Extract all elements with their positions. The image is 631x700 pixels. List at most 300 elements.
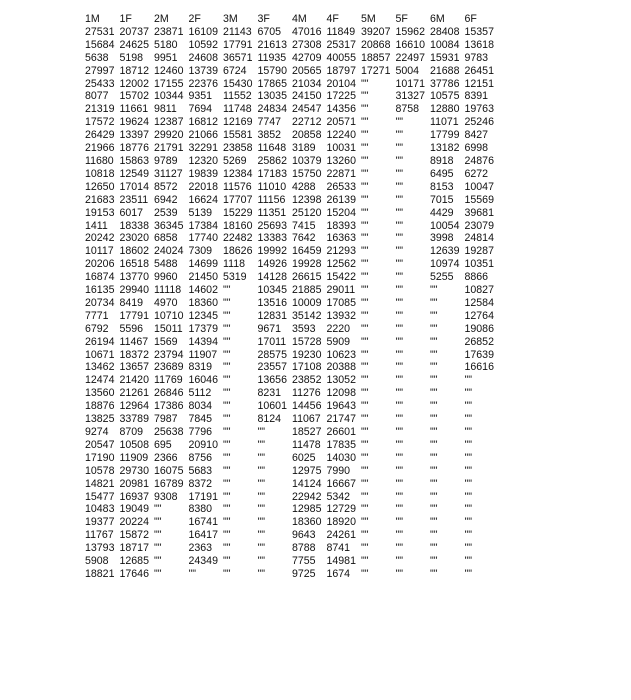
- table-cell: 36571: [223, 51, 253, 64]
- table-cell: 29730: [119, 464, 149, 477]
- table-cell: "": [430, 284, 438, 297]
- table-cell: "": [223, 335, 231, 348]
- table-cell: "": [395, 167, 404, 180]
- table-cell: 25433: [85, 77, 115, 90]
- table-cell: 11576: [223, 180, 252, 193]
- table-cell: 15422: [326, 271, 356, 284]
- table-cell: "": [430, 555, 438, 568]
- table-row: [85, 529, 499, 542]
- table-cell: 18776: [119, 142, 149, 155]
- table-cell: 32291: [188, 142, 218, 155]
- table-row: [85, 207, 499, 220]
- table-cell: 17572: [85, 116, 115, 129]
- table-cell: 17183: [257, 167, 287, 180]
- table-cell: "": [361, 374, 369, 387]
- table-cell: 26601: [326, 426, 356, 438]
- table-cell: "": [361, 284, 369, 297]
- table-cell: 10710: [154, 309, 184, 322]
- table-cell: "": [430, 413, 438, 426]
- table-cell: "": [395, 129, 404, 142]
- table-cell: "": [430, 438, 438, 451]
- table-cell: "": [464, 490, 473, 503]
- table-cell: "": [430, 374, 438, 387]
- table-cell: "": [464, 516, 473, 529]
- table-row: [85, 194, 499, 207]
- table-cell: "": [395, 451, 404, 464]
- table-cell: 8153: [430, 180, 454, 193]
- table-cell: "": [395, 555, 404, 568]
- table-cell: "": [361, 413, 369, 426]
- table-cell: 11935: [257, 51, 287, 64]
- table-cell: "": [361, 322, 369, 335]
- data-table: [85, 13, 499, 581]
- table-cell: 11648: [257, 142, 287, 155]
- table-row: [85, 78, 499, 91]
- table-cell: "": [361, 219, 369, 232]
- table-cell: 12985: [292, 503, 322, 516]
- table-cell: 16610: [395, 38, 425, 51]
- table-cell: 20547: [85, 438, 115, 451]
- table-cell: 12880: [430, 103, 460, 116]
- table-cell: "": [361, 387, 369, 400]
- table-cell: "": [395, 322, 404, 335]
- table-cell: 8758: [395, 103, 420, 116]
- table-cell: 1118: [223, 258, 245, 271]
- table-row: [85, 323, 499, 336]
- table-cell: "": [395, 219, 404, 232]
- table-cell: 18717: [119, 542, 149, 555]
- column-header: 2M: [154, 13, 169, 25]
- table-cell: "": [361, 90, 369, 103]
- table-cell: "": [430, 464, 438, 477]
- table-row: [85, 413, 499, 426]
- table-cell: 7987: [154, 413, 178, 426]
- table-cell: 10671: [85, 348, 115, 361]
- table-cell: "": [395, 116, 404, 129]
- table-cell: 15750: [292, 167, 322, 180]
- table-cell: "": [361, 296, 369, 309]
- table-cell: 25246: [464, 116, 494, 129]
- table-cell: "": [154, 542, 162, 555]
- table-cell: 9308: [154, 490, 178, 503]
- table-cell: 21034: [292, 77, 322, 90]
- table-cell: 14602: [188, 284, 218, 297]
- table-cell: 19230: [292, 348, 322, 361]
- table-cell: 5909: [326, 335, 351, 348]
- table-cell: 11010: [257, 180, 287, 193]
- table-row: [85, 568, 499, 581]
- table-cell: "": [257, 426, 266, 438]
- table-cell: 13770: [119, 271, 149, 284]
- table-row: [85, 452, 499, 465]
- table-cell: 19086: [464, 322, 494, 335]
- table-cell: 12639: [430, 245, 460, 258]
- table-cell: 695: [154, 438, 172, 451]
- table-cell: 14394: [188, 335, 218, 348]
- table-cell: 23020: [119, 232, 149, 245]
- table-cell: 24150: [292, 90, 322, 103]
- table-cell: "": [361, 142, 369, 155]
- table-row: [85, 310, 499, 323]
- table-cell: 13656: [257, 374, 287, 387]
- table-cell: 5638: [85, 51, 109, 64]
- table-cell: 1674: [326, 567, 351, 580]
- table-cell: "": [430, 477, 438, 490]
- table-cell: 5342: [326, 490, 351, 503]
- table-cell: 9643: [292, 529, 316, 542]
- table-cell: 11767: [85, 529, 114, 542]
- table-cell: "": [154, 503, 162, 516]
- table-cell: "": [361, 438, 369, 451]
- table-cell: "": [430, 542, 438, 555]
- table-cell: 8124: [257, 413, 282, 426]
- table-cell: 6998: [464, 142, 489, 155]
- table-row: [85, 542, 499, 555]
- table-cell: 7747: [257, 116, 282, 129]
- table-cell: 9789: [154, 154, 178, 167]
- table-cell: 11748: [223, 103, 252, 116]
- table-cell: 23852: [292, 374, 322, 387]
- table-cell: 8918: [430, 154, 454, 167]
- table-cell: 11118: [154, 284, 182, 297]
- table-cell: 24814: [464, 232, 494, 245]
- table-cell: 9274: [85, 426, 109, 438]
- table-cell: 36345: [154, 219, 184, 232]
- table-cell: 20910: [188, 438, 218, 451]
- table-cell: "": [430, 529, 438, 542]
- table-cell: 8756: [188, 451, 213, 464]
- table-cell: 8419: [119, 296, 144, 309]
- table-cell: 18797: [326, 64, 356, 77]
- table-cell: 21613: [257, 38, 287, 51]
- table-cell: 5139: [188, 206, 213, 219]
- table-cell: "": [257, 464, 266, 477]
- table-cell: 17865: [257, 77, 287, 90]
- table-cell: 22712: [292, 116, 322, 129]
- table-cell: 21420: [119, 374, 149, 387]
- table-cell: 9811: [154, 103, 177, 116]
- table-cell: 11769: [154, 374, 183, 387]
- table-cell: 17384: [188, 219, 218, 232]
- table-cell: 16459: [292, 245, 322, 258]
- table-cell: 10483: [85, 503, 115, 516]
- table-cell: 16624: [188, 193, 218, 206]
- table-cell: "": [223, 567, 231, 580]
- table-cell: 6858: [154, 232, 178, 245]
- table-cell: 31127: [154, 167, 183, 180]
- table-cell: 18360: [188, 296, 218, 309]
- table-cell: "": [257, 516, 266, 529]
- table-cell: "": [223, 374, 231, 387]
- table-cell: 15872: [119, 529, 149, 542]
- table-cell: 12002: [119, 77, 149, 90]
- table-cell: 13618: [464, 38, 494, 51]
- column-header: 3F: [257, 13, 270, 25]
- table-cell: "": [223, 309, 231, 322]
- table-cell: 16046: [188, 374, 218, 387]
- table-cell: 7694: [188, 103, 213, 116]
- table-cell: 20224: [119, 516, 149, 529]
- table-row: [85, 155, 499, 168]
- table-cell: 29011: [326, 284, 356, 297]
- table-cell: 11467: [119, 335, 149, 348]
- table-cell: 17271: [361, 64, 391, 77]
- table-cell: 8319: [188, 361, 213, 374]
- table-cell: 26846: [154, 387, 184, 400]
- table-cell: "": [257, 542, 266, 555]
- table-cell: 23079: [464, 219, 494, 232]
- table-cell: 7845: [188, 413, 213, 426]
- table-cell: 12964: [119, 400, 149, 413]
- table-cell: "": [361, 335, 369, 348]
- table-cell: "": [188, 567, 197, 580]
- table-cell: 13383: [257, 232, 287, 245]
- table-cell: 9783: [464, 51, 489, 64]
- table-cell: 15229: [223, 206, 253, 219]
- table-cell: 8709: [119, 426, 144, 438]
- table-cell: "": [464, 413, 473, 426]
- table-cell: "": [430, 387, 438, 400]
- table-cell: 22376: [188, 77, 218, 90]
- table-cell: 24608: [188, 51, 218, 64]
- table-cell: "": [395, 374, 404, 387]
- table-cell: 14030: [326, 451, 356, 464]
- table-cell: 16667: [326, 477, 356, 490]
- table-cell: 7755: [292, 555, 316, 568]
- table-cell: 17011: [257, 335, 287, 348]
- table-cell: 21791: [154, 142, 184, 155]
- table-cell: 16518: [119, 258, 149, 271]
- table-cell: 26852: [464, 335, 494, 348]
- table-row: [85, 516, 499, 529]
- table-cell: 20565: [292, 64, 322, 77]
- table-cell: "": [361, 103, 369, 116]
- table-cell: 11276: [292, 387, 321, 400]
- column-header: 5M: [361, 13, 376, 25]
- table-cell: 28408: [430, 25, 460, 38]
- table-row: [85, 116, 499, 129]
- table-cell: 7015: [430, 193, 454, 206]
- table-cell: 7771: [85, 309, 109, 322]
- table-cell: 10031: [326, 142, 356, 155]
- table-cell: 12975: [292, 464, 322, 477]
- table-cell: 18372: [119, 348, 149, 361]
- table-cell: 8231: [257, 387, 282, 400]
- table-cell: 31327: [395, 90, 425, 103]
- table-row: [85, 374, 499, 387]
- table-cell: "": [361, 503, 369, 516]
- table-cell: 21747: [326, 413, 356, 426]
- table-cell: "": [395, 464, 404, 477]
- table-cell: 10623: [326, 348, 356, 361]
- table-cell: 10345: [257, 284, 287, 297]
- table-cell: 11478: [292, 438, 321, 451]
- table-cell: "": [464, 542, 473, 555]
- table-cell: 29920: [154, 129, 184, 142]
- column-header: 6M: [430, 13, 445, 25]
- table-cell: "": [361, 490, 369, 503]
- table-cell: 10171: [395, 77, 425, 90]
- table-cell: 14456: [292, 400, 322, 413]
- table-cell: 5004: [395, 64, 420, 77]
- table-cell: 6724: [223, 64, 247, 77]
- table-cell: 21143: [223, 25, 252, 38]
- table-row: [85, 284, 499, 297]
- table-cell: 39207: [361, 25, 391, 38]
- table-cell: 11067: [292, 413, 321, 426]
- table-cell: "": [257, 438, 266, 451]
- table-row: [85, 232, 499, 245]
- table-cell: 5908: [85, 555, 109, 568]
- table-cell: "": [257, 490, 266, 503]
- table-cell: 2539: [154, 206, 178, 219]
- table-cell: 21683: [85, 193, 115, 206]
- table-cell: "": [361, 400, 369, 413]
- table-cell: 3998: [430, 232, 454, 245]
- table-cell: 15931: [430, 51, 460, 64]
- table-cell: 18360: [292, 516, 322, 529]
- table-cell: 7990: [326, 464, 351, 477]
- table-cell: 11071: [430, 116, 459, 129]
- table-cell: 25693: [257, 219, 287, 232]
- table-cell: 17740: [188, 232, 218, 245]
- table-cell: 18821: [85, 567, 115, 580]
- table-cell: 13035: [257, 90, 287, 103]
- table-cell: 12151: [464, 77, 494, 90]
- table-cell: "": [223, 542, 231, 555]
- table-cell: 17791: [119, 309, 149, 322]
- table-cell: "": [430, 567, 438, 580]
- table-row: [85, 103, 499, 116]
- table-cell: 18527: [292, 426, 322, 438]
- table-cell: 17191: [188, 490, 218, 503]
- table-cell: "": [223, 555, 231, 568]
- table-cell: "": [361, 529, 369, 542]
- column-header: 6F: [464, 13, 477, 25]
- table-cell: 15581: [223, 129, 253, 142]
- table-cell: 10344: [154, 90, 184, 103]
- table-cell: 6495: [430, 167, 454, 180]
- column-header: 3M: [223, 13, 238, 25]
- table-cell: 9671: [257, 322, 282, 335]
- table-cell: 5488: [154, 258, 178, 271]
- table-cell: "": [464, 464, 473, 477]
- table-cell: 12387: [154, 116, 184, 129]
- table-cell: "": [430, 296, 438, 309]
- table-cell: 12398: [292, 193, 322, 206]
- table-cell: 16789: [154, 477, 184, 490]
- table-row: [85, 26, 499, 39]
- table-cell: 5319: [223, 271, 247, 284]
- table-cell: "": [361, 116, 369, 129]
- table-cell: 3852: [257, 129, 282, 142]
- table-body: [85, 26, 499, 581]
- table-cell: 12729: [326, 503, 356, 516]
- table-cell: "": [154, 555, 162, 568]
- table-cell: 16874: [85, 271, 115, 284]
- table-cell: 17155: [154, 77, 184, 90]
- table-cell: "": [223, 348, 231, 361]
- table-cell: "": [430, 426, 438, 438]
- table-cell: 11849: [326, 25, 356, 38]
- table-cell: 13260: [326, 154, 356, 167]
- table-cell: "": [395, 503, 404, 516]
- table-cell: 12240: [326, 129, 356, 142]
- table-cell: 21066: [188, 129, 218, 142]
- table-cell: 24261: [326, 529, 356, 542]
- table-cell: "": [430, 348, 438, 361]
- table-cell: 8788: [292, 542, 316, 555]
- table-cell: "": [223, 361, 231, 374]
- table-cell: 17835: [326, 438, 356, 451]
- table-cell: 26615: [292, 271, 322, 284]
- table-row: [85, 465, 499, 478]
- table-cell: 15011: [154, 322, 183, 335]
- table-cell: 21450: [188, 271, 218, 284]
- table-row: [85, 297, 499, 310]
- table-cell: 26451: [464, 64, 494, 77]
- table-cell: "": [361, 77, 369, 90]
- table-cell: 17707: [223, 193, 253, 206]
- table-cell: "": [223, 400, 231, 413]
- table-cell: 19839: [188, 167, 218, 180]
- table-row: [85, 168, 499, 181]
- table-cell: 24024: [154, 245, 184, 258]
- table-cell: "": [361, 516, 369, 529]
- table-cell: 27308: [292, 38, 322, 51]
- table-cell: 21966: [85, 142, 115, 155]
- table-cell: 9951: [154, 51, 178, 64]
- table-cell: 20858: [292, 129, 322, 142]
- table-cell: "": [223, 438, 231, 451]
- table-row: [85, 361, 499, 374]
- table-cell: 18712: [119, 64, 149, 77]
- table-cell: "": [395, 542, 404, 555]
- table-cell: 6792: [85, 322, 109, 335]
- table-cell: "": [223, 387, 231, 400]
- table-cell: 33789: [119, 413, 149, 426]
- table-cell: "": [223, 464, 231, 477]
- table-cell: 15477: [85, 490, 115, 503]
- table-cell: 27997: [85, 64, 115, 77]
- table-cell: 13657: [119, 361, 149, 374]
- table-cell: 27531: [85, 25, 115, 38]
- table-cell: 20388: [326, 361, 356, 374]
- table-cell: 26194: [85, 335, 115, 348]
- table-cell: 12460: [154, 64, 184, 77]
- table-cell: 23511: [119, 193, 149, 206]
- table-cell: 10592: [188, 38, 218, 51]
- table-cell: 20868: [361, 38, 391, 51]
- table-cell: 18857: [361, 51, 391, 64]
- table-cell: 17225: [326, 90, 356, 103]
- table-cell: 12098: [326, 387, 356, 400]
- table-cell: 19928: [292, 258, 322, 271]
- table-cell: "": [361, 180, 369, 193]
- table-cell: "": [395, 477, 404, 490]
- table-cell: 16741: [188, 516, 218, 529]
- table-cell: 6017: [119, 206, 144, 219]
- table-cell: 20242: [85, 232, 115, 245]
- table-cell: "": [361, 167, 369, 180]
- table-cell: 17799: [430, 129, 460, 142]
- table-cell: "": [395, 567, 404, 580]
- table-cell: "": [395, 180, 404, 193]
- table-cell: 10117: [85, 245, 114, 258]
- table-cell: 10351: [464, 258, 494, 271]
- table-cell: 17639: [464, 348, 494, 361]
- table-cell: "": [361, 361, 369, 374]
